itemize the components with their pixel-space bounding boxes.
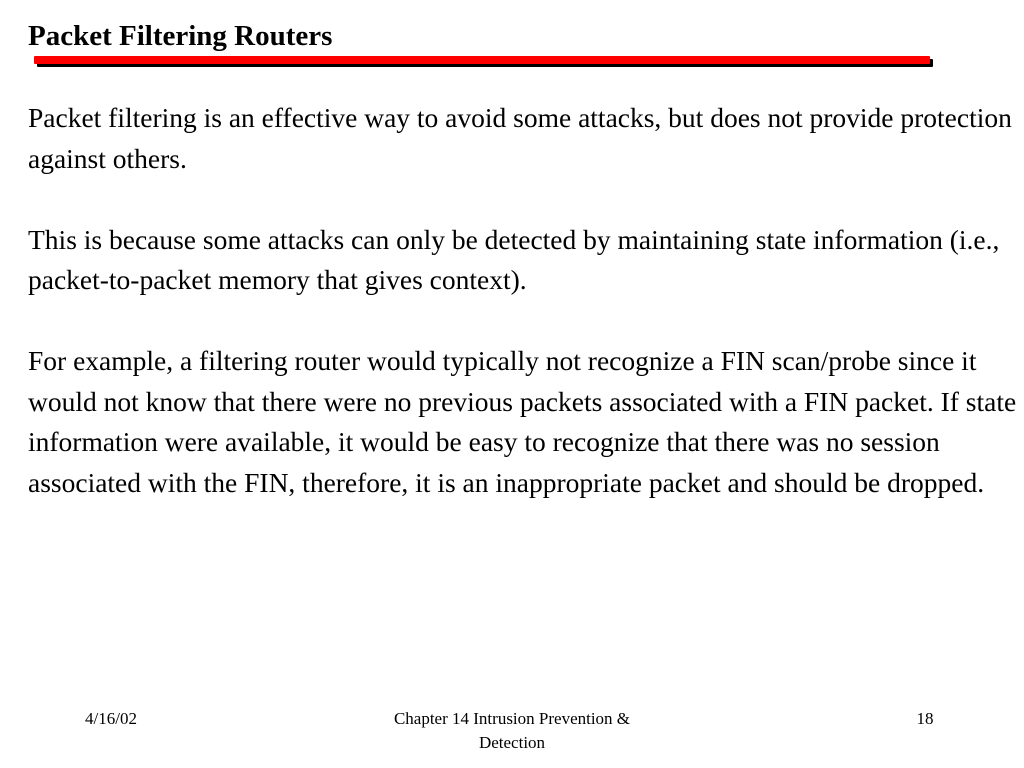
body-paragraph-1: Packet filtering is an effective way to avoid some attacks, but does not provide protection against others. <box>28 102 1012 174</box>
footer-chapter-title: Chapter 14 Intrusion Prevention & Detection <box>393 709 631 752</box>
body-paragraph-3: For example, a filtering router would typically not recognize a FIN scan/probe since it would not know that there were no previous packets associated with a FIN packet. If state information were available, it would be easy to recognize that there was no session associated with the FIN, therefore, it is an inappropriate packet and should be dropped. <box>28 345 1017 498</box>
slide-title: Packet Filtering Routers <box>28 20 333 52</box>
slide-body <box>28 98 1018 544</box>
footer-page-number: 18 <box>916 709 934 728</box>
body-paragraph-2: This is because some attacks can only be detected by maintaining state information (i.e., packet-to-packet memory that gives context). <box>28 223 1000 295</box>
title-underline-rule <box>34 56 930 64</box>
footer-date: 4/16/02 <box>85 709 137 728</box>
